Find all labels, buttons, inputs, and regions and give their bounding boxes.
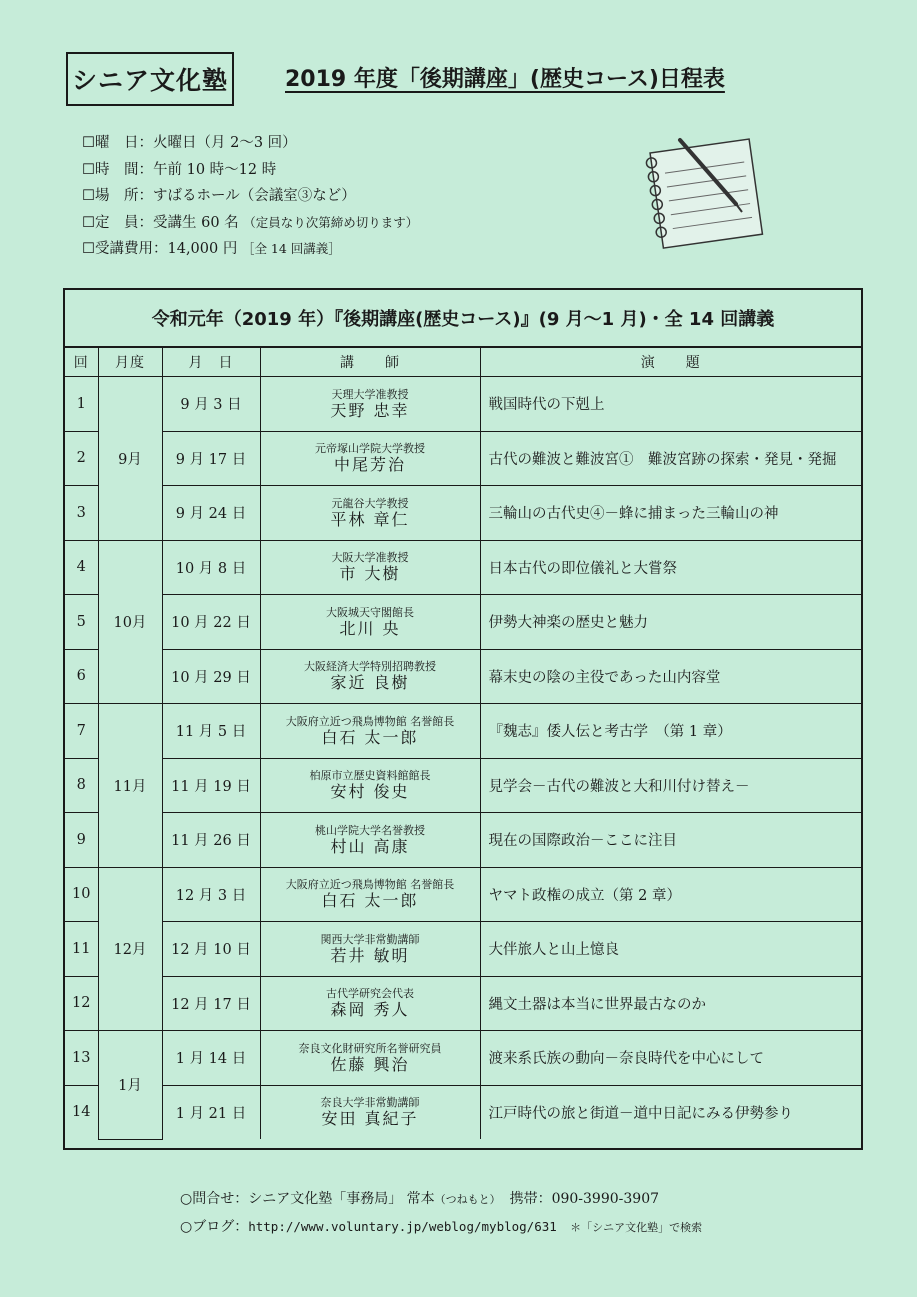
lecturer-affiliation: 古代学研究会代表 bbox=[326, 987, 414, 1001]
lecturer-affiliation: 大阪府立近つ飛鳥博物館 名誉館長 bbox=[285, 878, 455, 892]
schedule-title: 令和元年（2019 年）『後期講座(歴史コース)』(9 月～1 月)・全 14 回講義 bbox=[65, 290, 861, 348]
search-note: ＊「シニア文化塾」で検索 bbox=[570, 1221, 703, 1234]
session-number: 5 bbox=[65, 595, 98, 650]
session-date: 11 月 5 日 bbox=[162, 704, 260, 759]
info-fee: ☐受講費用：14,000 円 ［全 14 回講義］ bbox=[82, 241, 341, 257]
session-date: 9 月 3 日 bbox=[162, 377, 260, 432]
lecturer-affiliation: 大阪経済大学特別招聘教授 bbox=[304, 660, 436, 674]
session-number: 10 bbox=[65, 867, 98, 922]
lecturer-name: 森岡 秀人 bbox=[330, 1000, 410, 1020]
table-row bbox=[65, 867, 861, 922]
lecturer-name: 白石 太一郎 bbox=[321, 727, 419, 747]
table-row bbox=[65, 1085, 861, 1139]
lecture-topic: 渡来系氏族の動向－奈良時代を中心にして bbox=[480, 1031, 861, 1086]
capacity-note: （定員なり次第締め切ります） bbox=[243, 214, 419, 230]
lecturer-cell bbox=[260, 704, 480, 759]
lecturer-name: 北川 央 bbox=[339, 618, 401, 638]
table-row bbox=[65, 540, 861, 595]
lecturer-name: 若井 敏明 bbox=[330, 945, 410, 965]
blog-url[interactable]: http://www.voluntary.jp/weblog/myblog/631 bbox=[248, 1219, 557, 1234]
lecture-topic: 現在の国際政治－ここに注目 bbox=[480, 813, 861, 868]
lecturer-affiliation: 関西大学非常勤講師 bbox=[320, 932, 420, 946]
lecturer-affiliation: 元龍谷大学教授 bbox=[331, 496, 409, 510]
lecturer-affiliation: 大阪府立近つ飛鳥博物館 名誉館長 bbox=[285, 714, 455, 728]
session-date: 11 月 26 日 bbox=[162, 813, 260, 868]
table-row bbox=[65, 377, 861, 432]
contact-inquiry: ○問合せ：シニア文化塾「事務局」 常本（つねもと） 携帯：090-3990-3907 bbox=[180, 1191, 660, 1207]
lecture-topic: 戦国時代の下剋上 bbox=[480, 377, 861, 432]
logo-stamp: シニア文化塾 bbox=[66, 52, 234, 106]
lecturer-cell bbox=[260, 431, 480, 486]
lecturer-name: 平林 章仁 bbox=[330, 509, 410, 529]
table-row bbox=[65, 758, 861, 813]
header-lecturer: 講 師 bbox=[260, 348, 480, 377]
session-number: 3 bbox=[65, 486, 98, 541]
month-cell: 11月 bbox=[98, 704, 162, 868]
table-row bbox=[65, 976, 861, 1031]
lecture-topic: 大伴旅人と山上憶良 bbox=[480, 922, 861, 977]
session-number: 7 bbox=[65, 704, 98, 759]
schedule-table bbox=[65, 348, 861, 1140]
header-month: 月度 bbox=[98, 348, 162, 377]
table-row bbox=[65, 486, 861, 541]
lecturer-name: 中尾芳治 bbox=[333, 455, 406, 475]
lecturer-cell bbox=[260, 813, 480, 868]
lecture-topic: 幕末史の陰の主役であった山内容堂 bbox=[480, 649, 861, 704]
lecture-topic: ヤマト政権の成立（第 2 章） bbox=[480, 867, 861, 922]
table-header-row bbox=[65, 348, 861, 377]
lecture-topic: 日本古代の即位儀礼と大嘗祭 bbox=[480, 540, 861, 595]
lecture-topic: 伊勢大神楽の歴史と魅力 bbox=[480, 595, 861, 650]
lecture-topic: 三輪山の古代史④－蜂に捕まった三輪山の神 bbox=[480, 486, 861, 541]
session-number: 1 bbox=[65, 377, 98, 432]
lecturer-cell bbox=[260, 540, 480, 595]
lecturer-affiliation: 天理大学准教授 bbox=[331, 387, 409, 401]
session-date: 10 月 22 日 bbox=[162, 595, 260, 650]
lecture-topic: 『魏志』倭人伝と考古学 （第 1 章） bbox=[480, 704, 861, 759]
session-date: 12 月 17 日 bbox=[162, 976, 260, 1031]
info-capacity: ☐定 員：受講生 60 名 （定員なり次第締め切ります） bbox=[82, 214, 419, 231]
session-date: 1 月 14 日 bbox=[162, 1031, 260, 1086]
session-date: 9 月 17 日 bbox=[162, 431, 260, 486]
lecturer-affiliation: 柏原市立歴史資料館館長 bbox=[309, 769, 431, 783]
session-number: 9 bbox=[65, 813, 98, 868]
month-cell: 9月 bbox=[98, 377, 162, 541]
lecturer-name: 家近 良樹 bbox=[330, 673, 410, 693]
lecturer-name: 安田 真紀子 bbox=[321, 1109, 419, 1129]
lecturer-cell bbox=[260, 922, 480, 977]
session-number: 8 bbox=[65, 758, 98, 813]
info-place: ☐場 所：すばるホール（会議室③など） bbox=[82, 188, 356, 204]
session-number: 6 bbox=[65, 649, 98, 704]
table-row bbox=[65, 1031, 861, 1086]
lecturer-cell bbox=[260, 1031, 480, 1086]
table-row bbox=[65, 704, 861, 759]
info-day: ☐曜 日：火曜日（月 2～3 回） bbox=[82, 135, 297, 151]
lecturer-affiliation: 大阪城天守閣館長 bbox=[326, 605, 414, 619]
session-date: 11 月 19 日 bbox=[162, 758, 260, 813]
month-cell: 1月 bbox=[98, 1031, 162, 1140]
table-row bbox=[65, 595, 861, 650]
session-date: 10 月 8 日 bbox=[162, 540, 260, 595]
lecturer-cell bbox=[260, 486, 480, 541]
header-date: 月 日 bbox=[162, 348, 260, 377]
lecture-topic: 縄文土器は本当に世界最古なのか bbox=[480, 976, 861, 1031]
lecturer-cell bbox=[260, 1085, 480, 1139]
table-row bbox=[65, 431, 861, 486]
session-date: 1 月 21 日 bbox=[162, 1085, 260, 1139]
lecturer-affiliation: 元帝塚山学院大学教授 bbox=[315, 442, 425, 456]
schedule-frame bbox=[63, 288, 863, 1150]
fee-note: ［全 14 回講義］ bbox=[241, 241, 341, 256]
session-number: 2 bbox=[65, 431, 98, 486]
lecturer-cell bbox=[260, 595, 480, 650]
lecture-topic: 見学会－古代の難波と大和川付け替え－ bbox=[480, 758, 861, 813]
session-date: 12 月 3 日 bbox=[162, 867, 260, 922]
contact-info bbox=[180, 1186, 702, 1241]
session-number: 14 bbox=[65, 1085, 98, 1139]
header-topic: 演 題 bbox=[480, 348, 861, 377]
lecturer-cell bbox=[260, 867, 480, 922]
document-title: 2019 年度「後期講座」(歴史コース)日程表 bbox=[285, 67, 725, 92]
session-number: 12 bbox=[65, 976, 98, 1031]
session-date: 10 月 29 日 bbox=[162, 649, 260, 704]
table-row bbox=[65, 649, 861, 704]
lecturer-name: 白石 太一郎 bbox=[321, 891, 419, 911]
course-info bbox=[82, 130, 418, 263]
lecturer-name: 安村 俊史 bbox=[330, 782, 410, 802]
lecturer-affiliation: 桃山学院大学名誉教授 bbox=[315, 823, 425, 837]
month-cell: 10月 bbox=[98, 540, 162, 704]
lecturer-cell bbox=[260, 976, 480, 1031]
table-row bbox=[65, 922, 861, 977]
lecturer-name: 天野 忠幸 bbox=[330, 400, 410, 420]
month-cell: 12月 bbox=[98, 867, 162, 1031]
lecturer-name: 佐藤 興治 bbox=[330, 1054, 410, 1074]
lecture-topic: 江戸時代の旅と街道－道中日記にみる伊勢参り bbox=[480, 1085, 861, 1139]
lecturer-cell bbox=[260, 758, 480, 813]
session-number: 13 bbox=[65, 1031, 98, 1086]
lecturer-affiliation: 大阪大学准教授 bbox=[331, 551, 409, 565]
lecturer-cell bbox=[260, 377, 480, 432]
session-date: 9 月 24 日 bbox=[162, 486, 260, 541]
info-time: ☐時 間：午前 10 時～12 時 bbox=[82, 161, 277, 178]
session-number: 4 bbox=[65, 540, 98, 595]
session-date: 12 月 10 日 bbox=[162, 922, 260, 977]
lecturer-cell bbox=[260, 649, 480, 704]
name-reading: （つねもと） bbox=[434, 1193, 501, 1206]
contact-blog: ○ブログ：http://www.voluntary.jp/weblog/myblog/631 ＊「シニア文化塾」で検索 bbox=[180, 1219, 703, 1235]
lecture-topic: 古代の難波と難波宮① 難波宮跡の探索・発見・発掘 bbox=[480, 431, 861, 486]
lecturer-affiliation: 奈良大学非常勤講師 bbox=[320, 1096, 420, 1110]
lecturer-affiliation: 奈良文化財研究所名誉研究員 bbox=[298, 1041, 442, 1055]
notebook-pen-icon bbox=[628, 128, 778, 256]
header-no: 回 bbox=[65, 348, 98, 377]
lecturer-name: 村山 高康 bbox=[330, 836, 410, 856]
phone-number: 携帯：090-3990-3907 bbox=[509, 1191, 660, 1207]
lecturer-name: 市 大樹 bbox=[339, 564, 401, 584]
session-number: 11 bbox=[65, 922, 98, 977]
table-row bbox=[65, 813, 861, 868]
